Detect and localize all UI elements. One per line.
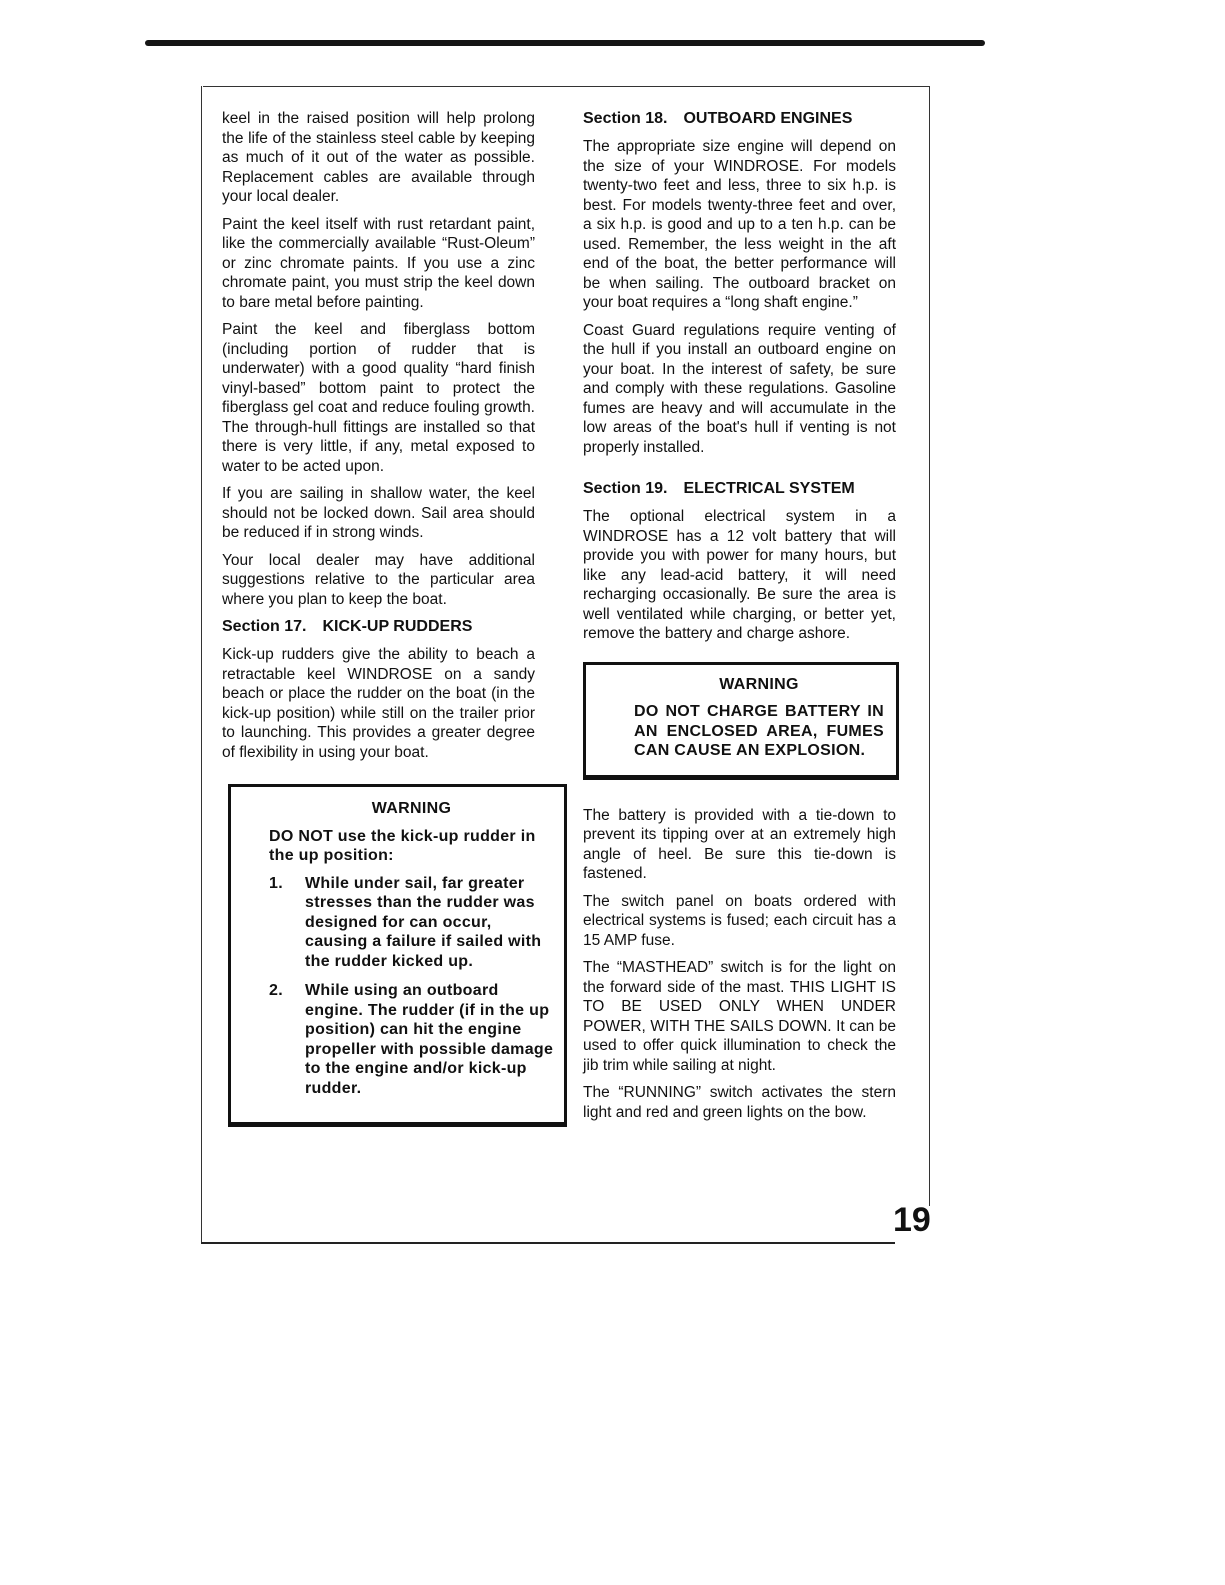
paragraph: Paint the keel and fiberglass bottom (including portion of rudder that is underwater) with a good quality “hard finish vinyl-based” bottom paint to protect the fiberglass gel coat and reduce fouling growth. The through-hull fittings are installed so that there is very little, if any, metal exposed to water to be acted upon. bbox=[222, 321, 535, 475]
frame-right-border bbox=[929, 86, 930, 1206]
section-heading-18 bbox=[583, 109, 896, 129]
paragraph: The battery is provided with a tie-down to prevent its tipping over at an extremely high angle of heel. Be sure this tie-down is fastened. bbox=[583, 806, 896, 882]
paragraph: keel in the raised position will help prolong the life of the stainless steel cable by keeping as much of it out of the water as possible. Replacement cables are available through your local dealer. bbox=[222, 110, 535, 205]
section-number: Section 19. bbox=[583, 480, 668, 497]
warning-text: DO NOT CHARGE BATTERY IN AN ENCLOSED AREA, FUMES CAN CAUSE AN EXPLOSION. bbox=[634, 703, 884, 759]
paragraph: If you are sailing in shallow water, the keel should not be locked down. Sail area should be reduced if in strong winds. bbox=[222, 485, 535, 541]
paragraph: The “RUNNING” switch activates the stern light and red and green lights on the bow. bbox=[583, 1084, 896, 1121]
warning-intro: DO NOT use the kick-up rudder in the up position: bbox=[269, 827, 536, 864]
warning-box-battery bbox=[583, 662, 899, 780]
right-column bbox=[583, 109, 896, 1130]
page-number: 19 bbox=[893, 1201, 931, 1239]
list-text: While using an outboard engine. The rudder (if in the up position) can hit the engine propeller with possible damage to the engine and/or kick-up rudder. bbox=[305, 982, 554, 1097]
paragraph: Coast Guard regulations require venting of the hull if you install an outboard engine on your boat. In the interest of safety, be sure and comply with these regulations. Gasoline fumes are heavy and will accumulate in the low areas of the boat's hull if venting is not properly installed. bbox=[583, 321, 896, 456]
paragraph: Your local dealer may have additional suggestions relative to the particular area where you plan to keep the boat. bbox=[222, 551, 535, 608]
paragraph: The switch panel on boats ordered with electrical systems is fused; each circuit has a 15 AMP fuse. bbox=[583, 892, 896, 949]
frame-bottom-border bbox=[201, 1242, 895, 1244]
paragraph: The “MASTHEAD” switch is for the light on the forward side of the mast. THIS LIGHT IS TO BE USED ONLY WHEN UNDER POWER, WITH THE SAILS DOWN. It can be used to offer quick illumination to check the jib trim while sailing at night. bbox=[583, 959, 896, 1074]
paragraph: Kick-up rudders give the ability to beach a retractable keel WINDROSE on a sandy beach or place the rudder on the boat (in the kick-up position) while still on the trailer prior to launching. This provides a greater degree of flexibility in using your boat. bbox=[222, 646, 535, 761]
warning-title: WARNING bbox=[719, 675, 799, 693]
section-title: OUTBOARD ENGINES bbox=[683, 110, 853, 127]
warning-list-item bbox=[269, 874, 554, 972]
section-title: KICK-UP RUDDERS bbox=[322, 618, 473, 635]
warning-title: WARNING bbox=[371, 800, 452, 817]
section-heading-19 bbox=[583, 479, 896, 499]
paragraph: The optional electrical system in a WINDROSE has a 12 volt battery that will provide you with power for many hours, but like any lead-acid battery, it will need recharging occasionally. Be sure the area is well ventilated while charging, or better yet, remove the battery and charge ashore. bbox=[583, 508, 896, 642]
section-number: Section 17. bbox=[222, 618, 307, 635]
left-column bbox=[222, 109, 554, 1127]
list-number: 1. bbox=[269, 874, 283, 892]
list-text: While under sail, far greater stresses than the rudder was designed for can occur, causing a failure if sailed with the rudder kicked up. bbox=[305, 874, 542, 970]
section-heading-17 bbox=[222, 617, 535, 637]
paragraph: Paint the keel itself with rust retardant paint, like the commercially available “Rust-Oleum” or zinc chromate paints. If you use a zinc chromate paint, you must strip the keel down to bare metal before painting. bbox=[222, 215, 535, 311]
frame-left-border bbox=[201, 86, 202, 1243]
top-rule bbox=[145, 40, 985, 46]
warning-list-item bbox=[269, 981, 554, 1098]
paragraph: The appropriate size engine will depend on the size of your WINDROSE. For models twenty-two feet and less, three to six h.p. is best. For models twenty-three feet and over, a six h.p. is good and up to a ten h.p. can be used. Remember, the less weight in the aft end of the boat, the better performance will be when sailing. The outboard bracket on your boat requires a “long shaft engine.” bbox=[583, 138, 896, 311]
section-number: Section 18. bbox=[583, 110, 668, 127]
frame-top-border bbox=[203, 86, 929, 87]
list-number: 2. bbox=[269, 982, 283, 999]
warning-list bbox=[269, 874, 554, 1099]
warning-box-rudder bbox=[228, 784, 567, 1127]
section-title: ELECTRICAL SYSTEM bbox=[683, 480, 855, 497]
